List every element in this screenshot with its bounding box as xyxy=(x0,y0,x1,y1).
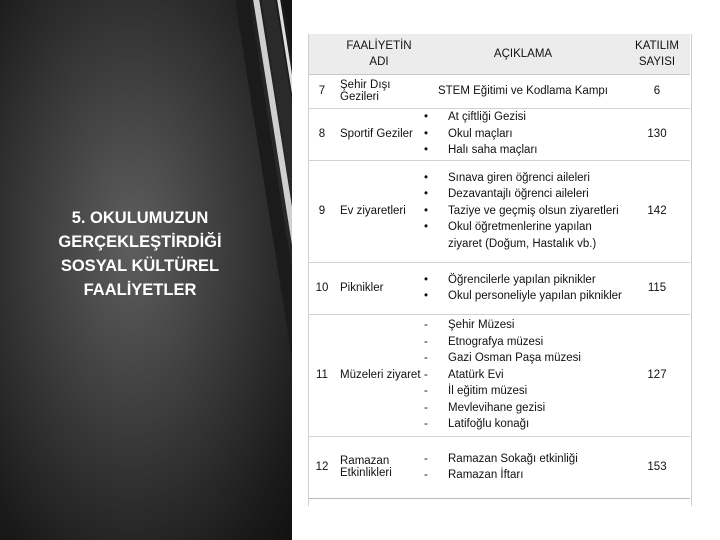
list-item-text: Öğrencilerle yapılan piknikler xyxy=(448,273,596,286)
header-name: FAALİYETİN ADI xyxy=(336,34,422,74)
participant-count: 6 xyxy=(624,74,690,108)
activity-name: Piknikler xyxy=(336,262,422,314)
list-item-text: Halı saha maçları xyxy=(448,144,538,157)
title-line: GERÇEKLEŞTİRDİĞİ xyxy=(58,233,222,251)
activity-description xyxy=(422,436,624,498)
list-item xyxy=(422,109,624,126)
list-item xyxy=(422,170,624,187)
description-list xyxy=(422,272,624,305)
list-item-text: Taziye ve geçmiş olsun ziyaretleri xyxy=(448,204,619,217)
table-row xyxy=(308,160,690,262)
description-list xyxy=(422,317,624,433)
bullet-marker: - xyxy=(424,352,428,365)
bullet-marker: • xyxy=(424,111,429,124)
activity-description xyxy=(422,262,624,314)
bullet-marker: • xyxy=(424,188,429,201)
bullet-marker: - xyxy=(424,401,428,414)
activity-name: Ramazan Etkinlikleri xyxy=(336,436,422,498)
description-list xyxy=(422,451,624,484)
participant-count: 130 xyxy=(624,108,690,160)
bullet-marker: - xyxy=(424,368,428,381)
activities-table xyxy=(308,34,690,499)
list-item xyxy=(422,383,624,400)
row-number: 8 xyxy=(308,108,336,160)
activity-name: Şehir Dışı Gezileri xyxy=(336,74,422,108)
bullet-marker: - xyxy=(424,335,428,348)
list-item xyxy=(422,272,624,289)
list-item xyxy=(422,416,624,433)
list-item xyxy=(422,288,624,305)
list-item-text: Atatürk Evi xyxy=(448,368,504,381)
bullet-marker: • xyxy=(424,204,429,217)
row-number: 9 xyxy=(308,160,336,262)
activity-description xyxy=(422,108,624,160)
participant-count: 142 xyxy=(624,160,690,262)
list-item-text: Dezavantajlı öğrenci aileleri xyxy=(448,188,589,201)
list-item-text: İl eğitim müzesi xyxy=(448,385,528,398)
activity-description xyxy=(422,160,624,262)
row-number: 11 xyxy=(308,314,336,436)
row-number: 10 xyxy=(308,262,336,314)
list-item xyxy=(422,400,624,417)
list-item-text: Şehir Müzesi xyxy=(448,319,515,332)
bullet-marker: • xyxy=(424,171,429,184)
list-item-text: Etnografya müzesi xyxy=(448,335,544,348)
table-row xyxy=(308,436,690,498)
title-panel xyxy=(0,0,292,540)
table-row xyxy=(308,74,690,108)
list-item xyxy=(422,317,624,334)
bullet-marker: • xyxy=(424,127,429,140)
table-body xyxy=(308,34,690,498)
title-line: SOSYAL KÜLTÜREL xyxy=(60,257,220,275)
bullet-marker: • xyxy=(424,144,429,157)
list-item xyxy=(422,467,624,484)
table-row xyxy=(308,314,690,436)
description-list xyxy=(422,170,624,253)
participant-count: 115 xyxy=(624,262,690,314)
row-number: 12 xyxy=(308,436,336,498)
bullet-marker: • xyxy=(424,221,429,234)
activity-description xyxy=(422,314,624,436)
table-row xyxy=(308,262,690,314)
description-list xyxy=(422,109,624,159)
list-item xyxy=(422,126,624,143)
activity-name: Sportif Geziler xyxy=(336,108,422,160)
activity-description xyxy=(422,74,624,108)
list-item-text: Sınava giren öğrenci aileleri xyxy=(448,171,590,184)
bullet-marker: • xyxy=(424,273,429,286)
header-count: KATILIM SAYISI xyxy=(624,34,690,74)
list-item-text: Mevlevihane gezisi xyxy=(448,401,546,414)
list-item xyxy=(422,350,624,367)
bullet-marker: - xyxy=(424,418,428,431)
list-item xyxy=(422,186,624,203)
participant-count: 153 xyxy=(624,436,690,498)
list-item xyxy=(422,219,624,252)
list-item-text: Latifoğlu konağı xyxy=(448,418,530,431)
description-text: STEM Eğitimi ve Kodlama Kampı xyxy=(437,85,608,97)
header-desc: AÇIKLAMA xyxy=(422,34,624,74)
row-number: 7 xyxy=(308,74,336,108)
header-no xyxy=(308,34,336,74)
activity-name: Ev ziyaretleri xyxy=(336,160,422,262)
list-item xyxy=(422,451,624,468)
bullet-marker: - xyxy=(424,385,428,398)
title-line: 5. OKULUMUZUN xyxy=(71,209,209,227)
list-item-text: Ramazan Sokağı etkinliği xyxy=(448,452,578,465)
list-item xyxy=(422,334,624,351)
list-item xyxy=(422,203,624,220)
title-line: FAALİYETLER xyxy=(83,281,197,299)
list-item-text: Okul maçları xyxy=(448,127,513,140)
list-item xyxy=(422,142,624,159)
slide-title xyxy=(10,206,270,302)
list-item-text: Ramazan İftarı xyxy=(448,469,524,481)
bullet-marker: • xyxy=(424,290,429,302)
bullet-marker: - xyxy=(424,469,428,481)
bullet-marker: - xyxy=(424,319,428,332)
table-header-row xyxy=(308,34,690,74)
list-item xyxy=(422,367,624,384)
activity-name: Müzeleri ziyaret xyxy=(336,314,422,436)
list-item-text: At çiftliği Gezisi xyxy=(448,111,526,124)
bullet-marker: - xyxy=(424,452,428,465)
table-row xyxy=(308,108,690,160)
list-item-text: Okul öğretmenlerine yapılan ziyaret (Doğum, Hastalık vb.) xyxy=(448,221,597,250)
list-item-text: Okul personeliyle yapılan piknikler xyxy=(448,290,622,302)
participant-count: 127 xyxy=(624,314,690,436)
list-item-text: Gazi Osman Paşa müzesi xyxy=(448,352,581,365)
